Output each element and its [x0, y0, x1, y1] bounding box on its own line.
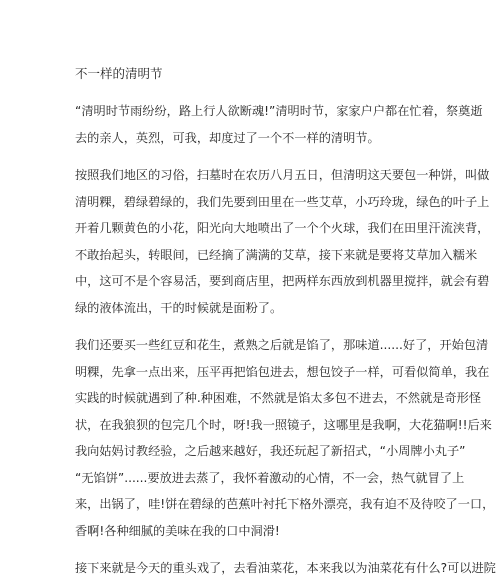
- paragraph-line: 明粿，先拿一点出来，压平再把馅包进去，想包饺子一样，可看似简单，我在: [75, 364, 490, 379]
- paragraph-line: “无馅饼”......要放进去蒸了，我怀着激动的心情，不一会，热气就冒了上: [75, 470, 465, 485]
- paragraph-line: 不敢抬起头，转眼间，已经摘了满满的艾草，接下来就是要将艾草加入糯米: [75, 247, 478, 262]
- paragraph-line: 中，这可不是个容易活，要到商店里，把两样东西放到机器里搅拌，就会有碧: [75, 274, 490, 288]
- paragraph-line: 实践的时候就遇到了种.种困难，不然就是馅太多包不进去，不然就是奇形怪: [75, 391, 482, 405]
- paragraph-4: [75, 555, 496, 582]
- paragraph-3: [75, 332, 495, 544]
- paragraph-line: 按照我们地区的习俗，扫墓时在农历八月五日，但清明这天要包一种饼，叫做: [75, 168, 490, 182]
- paragraph-line: 接下来就是今天的重头戏了，去看油菜花，本来我以为油菜花有什么?可以进院: [75, 561, 496, 575]
- paragraph-line: 开着几颗黄色的小花，阳光向大地喷出了一个个火球，我们在田里汗流浃背，: [75, 221, 490, 235]
- paragraph-line: 来，出锅了，哇!饼在碧绿的芭蕉叶衬托下格外漂亮，我有迫不及待咬了一口，: [75, 497, 495, 511]
- paragraph-2: [75, 162, 490, 321]
- paragraph-line: 去的亲人，英烈，可我，却度过了一个不一样的清明节。: [75, 130, 380, 145]
- paragraph-line: 香啊!各种细腻的美味在我的口中洞滑!: [75, 523, 280, 538]
- paragraph-1: [75, 98, 483, 151]
- paragraph-line: “清明时节雨纷纷，路上行人欲断魂!”清明时节，家家户户都在忙着，祭奠逝: [75, 104, 483, 118]
- document-title: 不一样的清明节: [75, 66, 163, 81]
- paragraph-line: 我向姑妈讨教经验，之后越来越好，我还玩起了新招式，“小周牌小丸子”: [75, 444, 466, 458]
- paragraph-line: 状，在我狼狈的包完几个时，呀!我一照镜子，这哪里是我啊，大花猫啊!!后来: [75, 417, 492, 432]
- paragraph-line: 绿的液体流出，干的时候就是面粉了。: [75, 300, 283, 315]
- paragraph-line: 清明粿，碧绿碧绿的，我们先要到田里在一些艾草，小巧玲珑，绿色的叶子上: [75, 194, 490, 209]
- paragraph-line: 我们还要买一些红豆和花生，煮熟之后就是馅了，那味道......好了，开始包清: [75, 338, 489, 352]
